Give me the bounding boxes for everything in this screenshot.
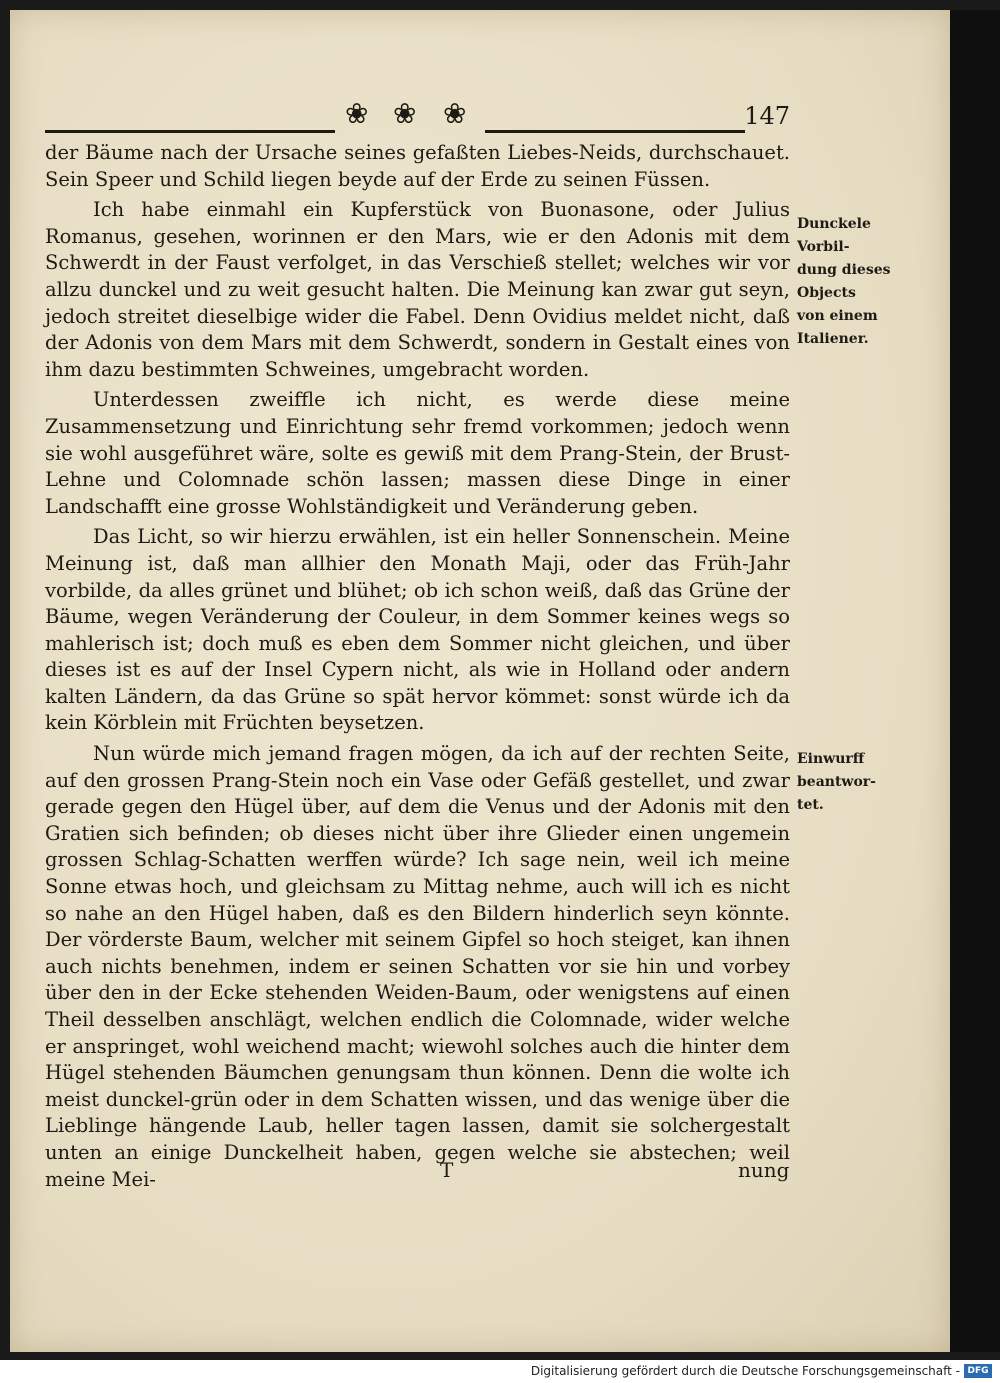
page-number: 147 bbox=[744, 102, 790, 130]
running-header bbox=[45, 97, 790, 140]
marginal-note-line: Objects bbox=[797, 285, 856, 301]
header-rule-right bbox=[485, 130, 745, 133]
main-text bbox=[45, 140, 790, 1193]
paragraph-kupferstueck: Ich habe einmahl ein Kupferstück von Buonasone, oder Julius Romanus, gesehen, worinnen er den Mars, wie er den Adonis mit dem Schwerdt in der Faust verfolget, in das Verschieß stellet; welches wir vor allzu dunckel und zu weit gesucht halten. Die Meinung kan zwar gut seyn, jedoch streitet dieselbige wider die Fabel. Denn Ovidius meldet nicht, daß der Adonis von dem Mars mit dem Schwerdt, sondern in Gestalt eines von ihm dazu bestimmten Schweines, umgebracht worden. bbox=[45, 198, 790, 381]
header-ornament-2: ❀ bbox=[393, 97, 417, 130]
paragraph-zusammensetzung: Unterdessen zweiffle ich nicht, es werde diese meine Zusammensetzung und Einrichtung sehr fremd vorkommen; jedoch wenn sie wohl ausgeführet wäre, solte es gewiß mit dem Prang-Stein, der Brust-Lehne und Colomnade schön lassen; massen diese Dinge in einer Landschafft eine grosse Wohlständigkeit und Veränderung geben. bbox=[45, 388, 790, 518]
dfg-logo: DFG bbox=[964, 1364, 992, 1378]
signature-mark: T bbox=[440, 1158, 454, 1182]
marginal-note-line: tet. bbox=[797, 797, 824, 813]
marginal-note-line: dung dieses bbox=[797, 262, 891, 278]
paragraph-continuation: der Bäume nach der Ursache seines gefaßten Liebes-Neids, durchschauet. Sein Speer und Schild liegen beyde auf der Erde zu seinen Füssen. bbox=[45, 141, 790, 191]
marginal-note-line: Italiener. bbox=[797, 331, 869, 347]
marginal-note-einwurff bbox=[797, 748, 907, 817]
facing-page-edge bbox=[950, 10, 1000, 1352]
marginal-note-line: Vorbil- bbox=[797, 239, 850, 255]
marginal-note-line: Dunckele bbox=[797, 216, 871, 232]
paragraph-licht: Das Licht, so wir hierzu erwählen, ist ein heller Sonnenschein. Meine Meinung ist, daß man allhier den Monath Maji, oder das Früh-Jahr vorbilde, da alles grünet und blühet; ob ich schon weiß, daß das Grüne der Bäume, wegen Veränderung der Couleur, in dem Sommer keines wegs so mahlerisch ist; doch muß es eben dem Sommer nicht gleichen, und über dieses ist es auf der Insel Cypern nicht, als wie in Holland oder andern kalten Ländern, da das Grüne so spät hervor kömmet: sonst würde ich da kein Körblein mit Früchten beysetzen. bbox=[45, 525, 790, 735]
marginal-note-line: beantwor- bbox=[797, 774, 876, 790]
header-ornament-1: ❀ bbox=[345, 97, 369, 130]
funding-credit: Digitalisierung gefördert durch die Deutsche Forschungsgemeinschaft - bbox=[530, 1364, 960, 1378]
marginal-note-dunckele bbox=[797, 213, 907, 351]
paragraph-einwurff: Nun würde mich jemand fragen mögen, da ich auf der rechten Seite, auf den grossen Prang-Stein noch ein Vase oder Gefäß gestellet, und zwar gerade gegen den Hügel über, auf dem die Venus und der Adonis mit den Gratien sich befinden; ob dieses nicht über ihre Glieder einen ungemein grossen Schlag-Schatten werffen würde? Ich sage nein, weil ich meine Sonne etwas hoch, und gleichsam zu Mittag nehme, auch will ich es nicht so nahe an den Hügel haben, daß es den Bildern hinderlich seyn könnte. Der vörderste Baum, welcher mit seinem Gipfel so hoch steiget, kan ihnen auch nichts benehmen, indem er seinen Schatten vor sie hin und vorbey über den in der Ecke stehenden Weiden-Baum, oder wenigstens auf einen Theil desselben anschlägt, welchen endlich die Colomnade, wider welche er anspringet, wohl weichend macht; wiewohl solches auch die hinter dem Hügel stehenden Bäumchen genungsam thun können. Denn die wolte ich meist dunckel-grün oder in dem Schatten wissen, und das wenige über die Lieblinge hängende Laub, heller tagen lassen, damit sie solchergestalt unten an einige Dunckelheit haben, gegen welche sie abstechen; weil meine Mei- bbox=[45, 742, 790, 1191]
catchword: nung bbox=[738, 1158, 790, 1182]
footer-bar bbox=[0, 1360, 1000, 1383]
marginal-note-line: von einem bbox=[797, 308, 878, 324]
marginal-note-line: Einwurff bbox=[797, 751, 865, 767]
header-ornament-3: ❀ bbox=[443, 97, 467, 130]
header-rule-left bbox=[45, 130, 335, 133]
